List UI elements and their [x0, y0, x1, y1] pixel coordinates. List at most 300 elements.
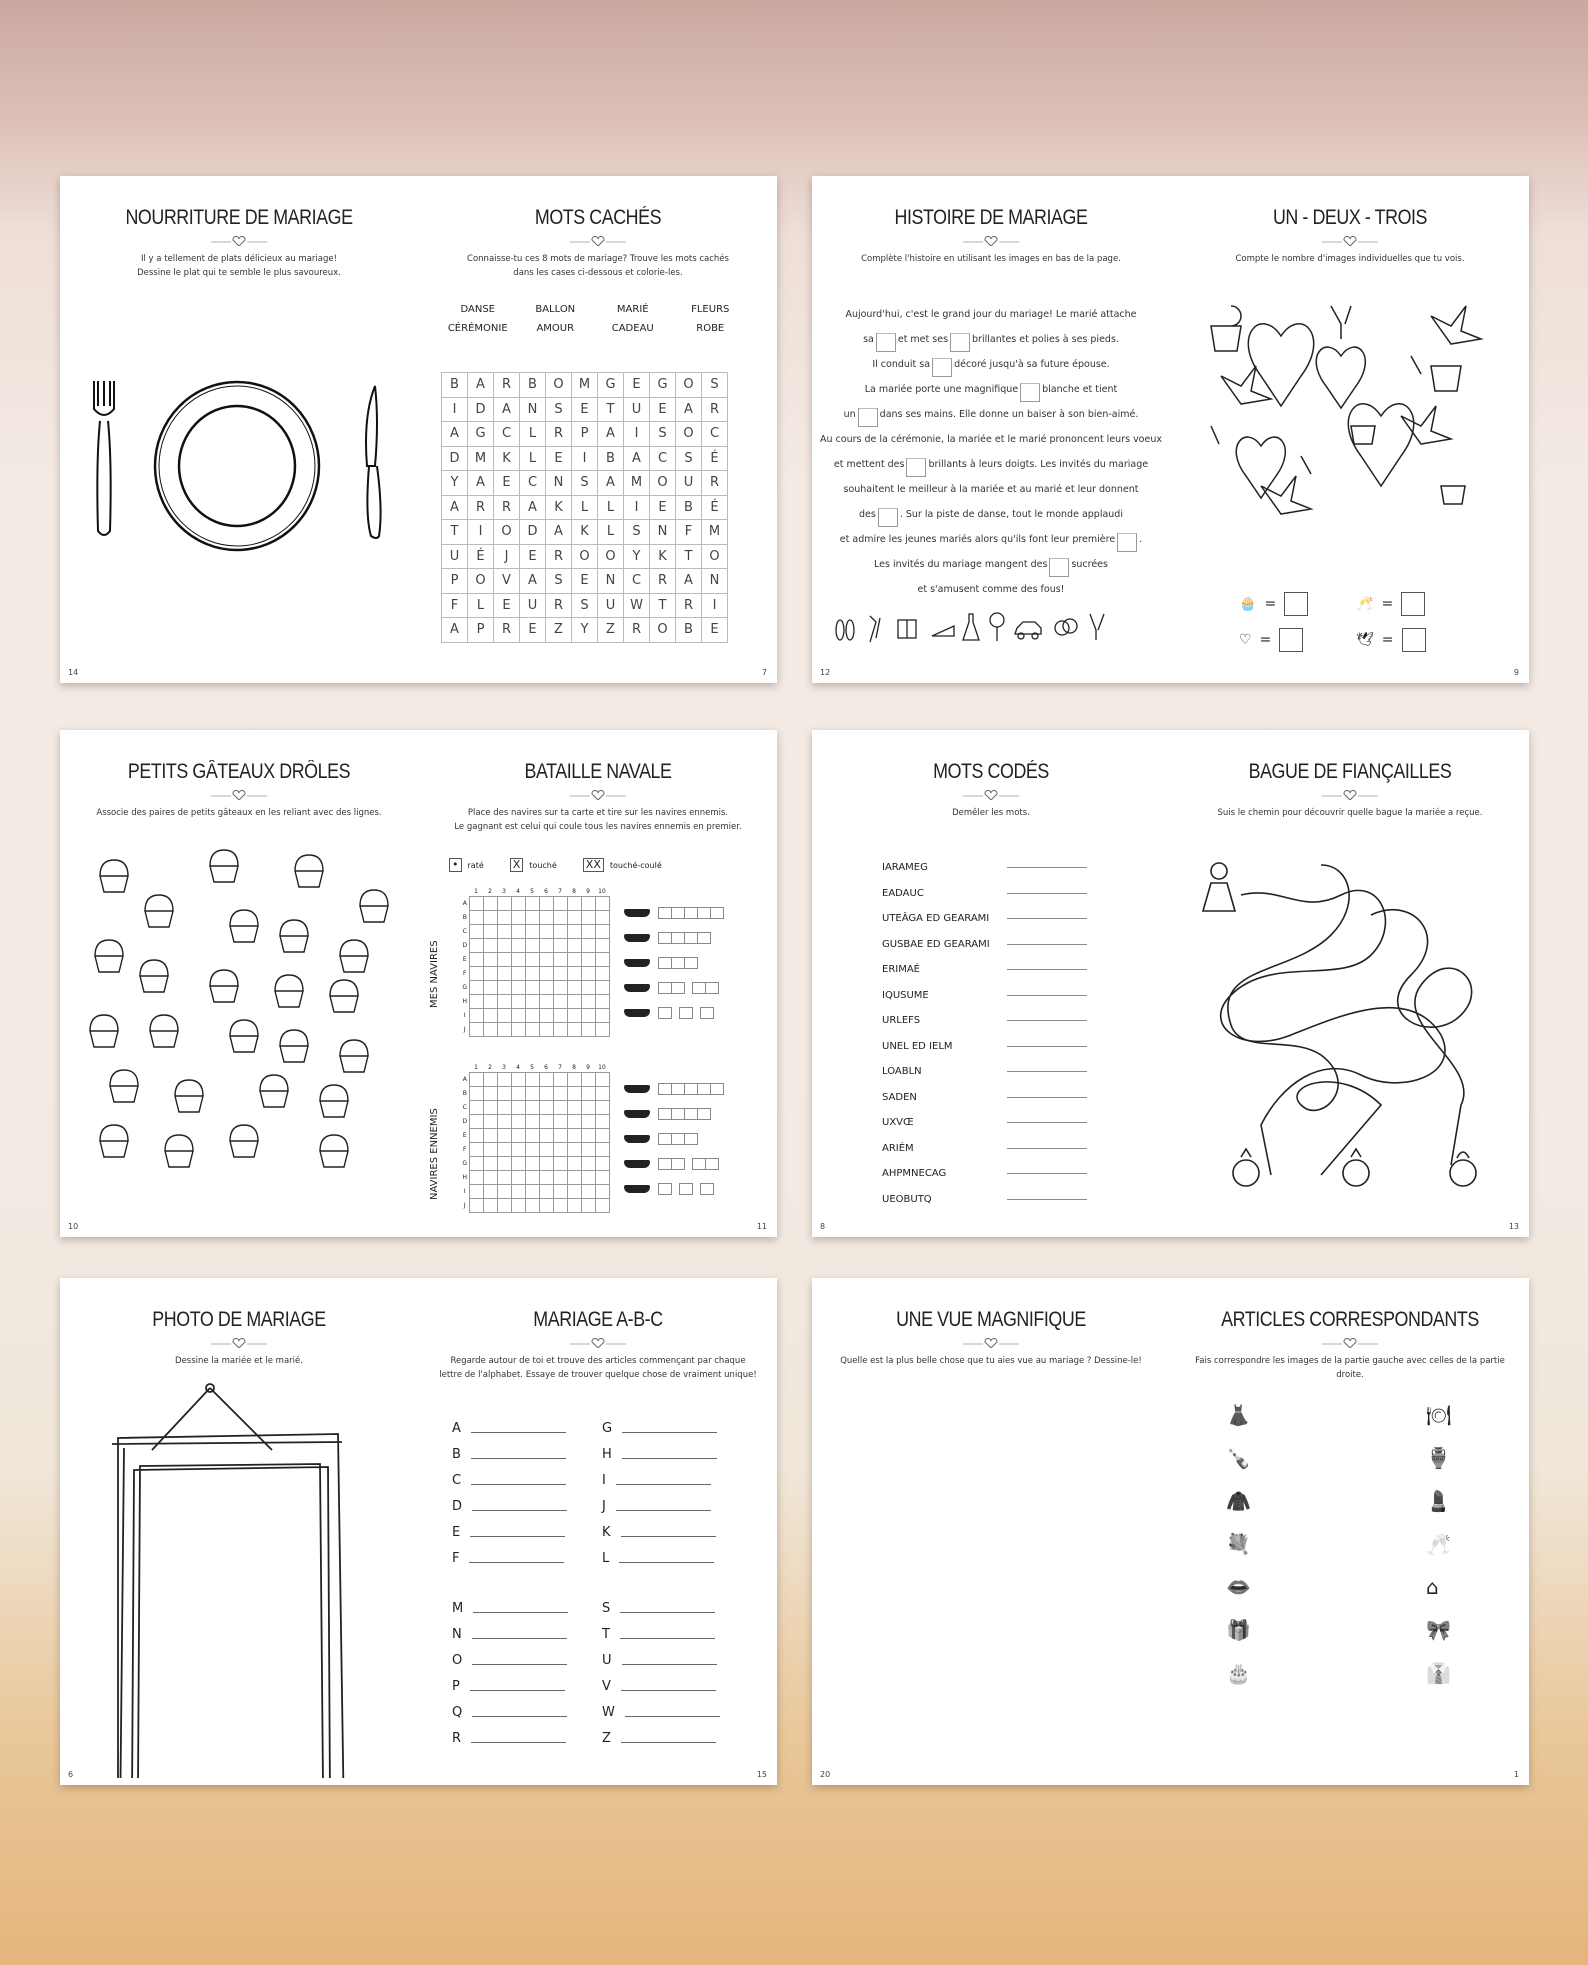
- grid-cell[interactable]: T: [650, 593, 676, 618]
- grid-cell[interactable]: F: [442, 593, 468, 618]
- grid-cell[interactable]: L: [598, 520, 624, 545]
- grid-cell[interactable]: [595, 966, 609, 980]
- grid-cell[interactable]: B: [676, 495, 702, 520]
- ship-cell[interactable]: [710, 907, 724, 919]
- ship-cell[interactable]: [705, 1158, 719, 1170]
- grid-cell[interactable]: A: [520, 495, 546, 520]
- grid-cell[interactable]: [581, 1142, 595, 1156]
- grid-cell[interactable]: [567, 1008, 581, 1022]
- grid-cell[interactable]: P: [468, 618, 494, 643]
- blank-box[interactable]: [950, 333, 970, 352]
- grid-cell[interactable]: [539, 1072, 553, 1086]
- answer-line[interactable]: [1007, 1122, 1087, 1123]
- ship-cell[interactable]: [684, 1133, 698, 1145]
- grid-cell[interactable]: O: [650, 618, 676, 643]
- ship-cell[interactable]: [710, 1083, 724, 1095]
- grid-cell[interactable]: [525, 994, 539, 1008]
- grid-cell[interactable]: [497, 910, 511, 924]
- grid-cell[interactable]: [483, 980, 497, 994]
- grid-cell[interactable]: R: [624, 618, 650, 643]
- grid-cell[interactable]: J: [494, 544, 520, 569]
- grid-cell[interactable]: É: [468, 544, 494, 569]
- grid-cell[interactable]: [497, 1114, 511, 1128]
- count-answer-box[interactable]: [1402, 628, 1426, 652]
- grid-cell[interactable]: [469, 1114, 483, 1128]
- ship-cell[interactable]: [658, 1083, 672, 1095]
- ship-cell[interactable]: [692, 982, 706, 994]
- grid-cell[interactable]: [553, 896, 567, 910]
- ship-cell[interactable]: [679, 1183, 693, 1195]
- grid-cell[interactable]: [595, 1072, 609, 1086]
- grid-cell[interactable]: [525, 1198, 539, 1212]
- grid-cell[interactable]: V: [494, 569, 520, 594]
- bouquet-icon[interactable]: 💐: [1226, 1532, 1251, 1556]
- grid-cell[interactable]: [483, 1198, 497, 1212]
- answer-line[interactable]: [472, 1664, 567, 1665]
- grid-cell[interactable]: [595, 1008, 609, 1022]
- grid-cell[interactable]: R: [494, 373, 520, 398]
- grid-cell[interactable]: [497, 1128, 511, 1142]
- ship-cell[interactable]: [671, 1108, 685, 1120]
- grid-cell[interactable]: N: [650, 520, 676, 545]
- answer-line[interactable]: [1007, 1020, 1087, 1021]
- grid-cell[interactable]: [525, 1100, 539, 1114]
- grid-cell[interactable]: E: [702, 618, 728, 643]
- grid-cell[interactable]: [595, 980, 609, 994]
- ship-cell[interactable]: [684, 957, 698, 969]
- answer-line[interactable]: [616, 1510, 711, 1511]
- grid-cell[interactable]: [581, 1170, 595, 1184]
- grid-cell[interactable]: B: [520, 373, 546, 398]
- grid-cell[interactable]: E: [624, 373, 650, 398]
- grid-cell[interactable]: [553, 910, 567, 924]
- grid-cell[interactable]: A: [520, 569, 546, 594]
- grid-cell[interactable]: [483, 1170, 497, 1184]
- grid-cell[interactable]: [469, 1086, 483, 1100]
- ship-cell[interactable]: [658, 1007, 672, 1019]
- grid-cell[interactable]: T: [598, 397, 624, 422]
- grid-cell[interactable]: [483, 896, 497, 910]
- grid-cell[interactable]: [567, 1128, 581, 1142]
- ship-cell[interactable]: [671, 1133, 685, 1145]
- grid-cell[interactable]: [511, 1142, 525, 1156]
- grid-cell[interactable]: [525, 1142, 539, 1156]
- grid-cell[interactable]: [483, 1100, 497, 1114]
- grid-cell[interactable]: [595, 1100, 609, 1114]
- answer-line[interactable]: [625, 1716, 720, 1717]
- grid-cell[interactable]: [595, 1114, 609, 1128]
- grid-cell[interactable]: R: [546, 544, 572, 569]
- blank-box[interactable]: [1117, 533, 1137, 552]
- grid-cell[interactable]: [539, 1142, 553, 1156]
- grid-cell[interactable]: L: [572, 495, 598, 520]
- answer-line[interactable]: [470, 1690, 565, 1691]
- grid-cell[interactable]: [469, 938, 483, 952]
- grid-cell[interactable]: [567, 1100, 581, 1114]
- grid-cell[interactable]: [525, 896, 539, 910]
- grid-cell[interactable]: [581, 1008, 595, 1022]
- answer-line[interactable]: [1007, 1046, 1087, 1047]
- grid-cell[interactable]: [553, 980, 567, 994]
- ship-cell[interactable]: [684, 1083, 698, 1095]
- answer-line[interactable]: [1007, 1071, 1087, 1072]
- grid-cell[interactable]: G: [650, 373, 676, 398]
- grid-cell[interactable]: [497, 1142, 511, 1156]
- grid-cell[interactable]: [553, 1008, 567, 1022]
- grid-cell[interactable]: U: [624, 397, 650, 422]
- my-ships-grid[interactable]: [461, 887, 610, 1037]
- grid-cell[interactable]: [497, 1022, 511, 1036]
- grid-cell[interactable]: [469, 1008, 483, 1022]
- grid-cell[interactable]: R: [702, 397, 728, 422]
- grid-cell[interactable]: Z: [598, 618, 624, 643]
- grid-cell[interactable]: [539, 924, 553, 938]
- answer-line[interactable]: [622, 1664, 717, 1665]
- ship-cell[interactable]: [671, 1083, 685, 1095]
- grid-cell[interactable]: [595, 1198, 609, 1212]
- answer-line[interactable]: [1007, 918, 1087, 919]
- grid-cell[interactable]: [539, 910, 553, 924]
- grid-cell[interactable]: [567, 1142, 581, 1156]
- grid-cell[interactable]: [581, 980, 595, 994]
- grid-cell[interactable]: A: [676, 569, 702, 594]
- grid-cell[interactable]: [497, 994, 511, 1008]
- grid-cell[interactable]: R: [468, 495, 494, 520]
- grid-cell[interactable]: [539, 1156, 553, 1170]
- grid-cell[interactable]: [511, 924, 525, 938]
- grid-cell[interactable]: [511, 1100, 525, 1114]
- grid-cell[interactable]: [553, 1100, 567, 1114]
- grid-cell[interactable]: [525, 952, 539, 966]
- grid-cell[interactable]: [469, 980, 483, 994]
- grid-cell[interactable]: [483, 952, 497, 966]
- ship-cell[interactable]: [658, 957, 672, 969]
- grid-cell[interactable]: [539, 896, 553, 910]
- grid-cell[interactable]: [511, 1184, 525, 1198]
- grid-cell[interactable]: E: [520, 618, 546, 643]
- grid-cell[interactable]: [539, 1170, 553, 1184]
- grid-cell[interactable]: [567, 924, 581, 938]
- grid-cell[interactable]: [595, 1184, 609, 1198]
- answer-line[interactable]: [1007, 1148, 1087, 1149]
- grid-cell[interactable]: [581, 1128, 595, 1142]
- answer-line[interactable]: [1007, 995, 1087, 996]
- grid-cell[interactable]: B: [676, 618, 702, 643]
- grid-cell[interactable]: R: [650, 569, 676, 594]
- grid-cell[interactable]: [595, 924, 609, 938]
- grid-cell[interactable]: R: [494, 618, 520, 643]
- answer-line[interactable]: [1007, 969, 1087, 970]
- grid-cell[interactable]: O: [702, 544, 728, 569]
- grid-cell[interactable]: [497, 924, 511, 938]
- grid-cell[interactable]: [525, 1008, 539, 1022]
- grid-cell[interactable]: E: [546, 446, 572, 471]
- grid-cell[interactable]: [511, 896, 525, 910]
- ship-cell[interactable]: [671, 1158, 685, 1170]
- grid-cell[interactable]: [525, 1114, 539, 1128]
- answer-line[interactable]: [471, 1742, 566, 1743]
- grid-cell[interactable]: [497, 1184, 511, 1198]
- grid-cell[interactable]: [539, 1100, 553, 1114]
- grid-cell[interactable]: [469, 1072, 483, 1086]
- grid-cell[interactable]: [567, 1086, 581, 1100]
- ship-cell[interactable]: [684, 932, 698, 944]
- grid-cell[interactable]: [553, 1128, 567, 1142]
- grid-cell[interactable]: [525, 924, 539, 938]
- grid-cell[interactable]: [497, 1156, 511, 1170]
- grid-cell[interactable]: [553, 1142, 567, 1156]
- grid-cell[interactable]: [581, 1100, 595, 1114]
- grid-cell[interactable]: E: [572, 397, 598, 422]
- grid-cell[interactable]: [483, 994, 497, 1008]
- grid-cell[interactable]: U: [520, 593, 546, 618]
- grid-cell[interactable]: [511, 1198, 525, 1212]
- glasses-icon[interactable]: 🥂: [1426, 1532, 1451, 1556]
- grid-cell[interactable]: R: [546, 422, 572, 447]
- answer-line[interactable]: [1007, 944, 1087, 945]
- ship-cell[interactable]: [658, 982, 672, 994]
- grid-cell[interactable]: N: [702, 569, 728, 594]
- ship-cell[interactable]: [658, 907, 672, 919]
- grid-cell[interactable]: O: [572, 544, 598, 569]
- grid-cell[interactable]: A: [468, 471, 494, 496]
- grid-cell[interactable]: C: [650, 446, 676, 471]
- vase-icon[interactable]: 🏺: [1426, 1446, 1451, 1470]
- ship-cell[interactable]: [671, 957, 685, 969]
- grid-cell[interactable]: G: [598, 373, 624, 398]
- ship-cell[interactable]: [679, 1007, 693, 1019]
- grid-cell[interactable]: [511, 994, 525, 1008]
- grid-cell[interactable]: [497, 1100, 511, 1114]
- grid-cell[interactable]: [553, 994, 567, 1008]
- grid-cell[interactable]: [525, 966, 539, 980]
- grid-cell[interactable]: A: [494, 397, 520, 422]
- grid-cell[interactable]: S: [546, 397, 572, 422]
- grid-cell[interactable]: A: [676, 397, 702, 422]
- grid-cell[interactable]: U: [442, 544, 468, 569]
- grid-cell[interactable]: Y: [572, 618, 598, 643]
- grid-cell[interactable]: I: [442, 397, 468, 422]
- grid-cell[interactable]: I: [702, 593, 728, 618]
- grid-cell[interactable]: [511, 1156, 525, 1170]
- grid-cell[interactable]: C: [702, 422, 728, 447]
- grid-cell[interactable]: N: [598, 569, 624, 594]
- grid-cell[interactable]: [511, 1022, 525, 1036]
- grid-cell[interactable]: O: [468, 569, 494, 594]
- grid-cell[interactable]: [581, 1072, 595, 1086]
- ship-cell[interactable]: [697, 1108, 711, 1120]
- grid-cell[interactable]: L: [520, 422, 546, 447]
- grid-cell[interactable]: [539, 966, 553, 980]
- grid-cell[interactable]: [567, 1184, 581, 1198]
- grid-cell[interactable]: [567, 952, 581, 966]
- grid-cell[interactable]: U: [676, 471, 702, 496]
- grid-cell[interactable]: [553, 938, 567, 952]
- grid-cell[interactable]: [539, 938, 553, 952]
- grid-cell[interactable]: [497, 980, 511, 994]
- grid-cell[interactable]: M: [572, 373, 598, 398]
- grid-cell[interactable]: [553, 966, 567, 980]
- grid-cell[interactable]: S: [572, 471, 598, 496]
- grid-cell[interactable]: [567, 1198, 581, 1212]
- grid-cell[interactable]: D: [468, 397, 494, 422]
- grid-cell[interactable]: O: [676, 373, 702, 398]
- grid-cell[interactable]: [469, 1156, 483, 1170]
- grid-cell[interactable]: [567, 994, 581, 1008]
- grid-cell[interactable]: [511, 980, 525, 994]
- grid-cell[interactable]: [581, 938, 595, 952]
- grid-cell[interactable]: [483, 1086, 497, 1100]
- grid-cell[interactable]: [595, 1170, 609, 1184]
- grid-cell[interactable]: [553, 924, 567, 938]
- answer-line[interactable]: [621, 1690, 716, 1691]
- grid-cell[interactable]: [469, 1198, 483, 1212]
- grid-cell[interactable]: N: [546, 471, 572, 496]
- answer-line[interactable]: [1007, 1199, 1087, 1200]
- answer-line[interactable]: [469, 1562, 564, 1563]
- answer-line[interactable]: [616, 1484, 711, 1485]
- grid-cell[interactable]: [525, 1156, 539, 1170]
- grid-cell[interactable]: [525, 1184, 539, 1198]
- grid-cell[interactable]: T: [676, 544, 702, 569]
- grid-cell[interactable]: A: [442, 618, 468, 643]
- grid-cell[interactable]: É: [702, 495, 728, 520]
- grid-cell[interactable]: [483, 938, 497, 952]
- grid-cell[interactable]: K: [572, 520, 598, 545]
- grid-cell[interactable]: [595, 910, 609, 924]
- grid-cell[interactable]: S: [702, 373, 728, 398]
- grid-cell[interactable]: [525, 1086, 539, 1100]
- grid-cell[interactable]: [483, 1114, 497, 1128]
- grid-cell[interactable]: [581, 994, 595, 1008]
- grid-cell[interactable]: L: [598, 495, 624, 520]
- grid-cell[interactable]: [553, 1086, 567, 1100]
- grid-cell[interactable]: [511, 938, 525, 952]
- grid-cell[interactable]: [497, 1008, 511, 1022]
- grid-cell[interactable]: [469, 966, 483, 980]
- grid-cell[interactable]: [469, 1100, 483, 1114]
- grid-cell[interactable]: [595, 938, 609, 952]
- grid-cell[interactable]: [539, 1114, 553, 1128]
- blank-box[interactable]: [858, 408, 878, 427]
- answer-line[interactable]: [621, 1742, 716, 1743]
- ship-cell[interactable]: [684, 1108, 698, 1120]
- grid-cell[interactable]: [497, 896, 511, 910]
- grid-cell[interactable]: C: [624, 569, 650, 594]
- dress-icon[interactable]: 👗: [1226, 1403, 1251, 1427]
- grid-cell[interactable]: E: [650, 495, 676, 520]
- ship-cell[interactable]: [671, 932, 685, 944]
- grid-cell[interactable]: [581, 1184, 595, 1198]
- jacket-icon[interactable]: 🧥: [1226, 1489, 1251, 1513]
- grid-cell[interactable]: [567, 910, 581, 924]
- grid-cell[interactable]: [553, 1156, 567, 1170]
- grid-cell[interactable]: [469, 1184, 483, 1198]
- grid-cell[interactable]: [553, 1022, 567, 1036]
- grid-cell[interactable]: K: [546, 495, 572, 520]
- grid-cell[interactable]: [539, 1022, 553, 1036]
- grid-cell[interactable]: E: [650, 397, 676, 422]
- answer-line[interactable]: [472, 1716, 567, 1717]
- grid-cell[interactable]: [469, 1142, 483, 1156]
- grid-cell[interactable]: [525, 980, 539, 994]
- grid-cell[interactable]: P: [572, 422, 598, 447]
- grid-cell[interactable]: G: [468, 422, 494, 447]
- grid-cell[interactable]: [553, 1170, 567, 1184]
- grid-cell[interactable]: [539, 980, 553, 994]
- grid-cell[interactable]: O: [598, 544, 624, 569]
- answer-line[interactable]: [620, 1638, 715, 1639]
- ship-cell[interactable]: [697, 1083, 711, 1095]
- ship-cell[interactable]: [692, 1158, 706, 1170]
- answer-line[interactable]: [471, 1484, 566, 1485]
- grid-cell[interactable]: I: [624, 422, 650, 447]
- count-answer-box[interactable]: [1279, 628, 1303, 652]
- grid-cell[interactable]: [595, 1128, 609, 1142]
- grid-cell[interactable]: [567, 938, 581, 952]
- ship-cell[interactable]: [705, 982, 719, 994]
- wedding-cake-icon[interactable]: 🎂: [1226, 1661, 1251, 1685]
- grid-cell[interactable]: L: [468, 593, 494, 618]
- grid-cell[interactable]: [581, 1114, 595, 1128]
- grid-cell[interactable]: C: [494, 422, 520, 447]
- grid-cell[interactable]: [469, 896, 483, 910]
- grid-cell[interactable]: [511, 910, 525, 924]
- grid-cell[interactable]: A: [598, 471, 624, 496]
- grid-cell[interactable]: A: [468, 373, 494, 398]
- grid-cell[interactable]: [483, 1142, 497, 1156]
- grid-cell[interactable]: O: [676, 422, 702, 447]
- answer-line[interactable]: [470, 1536, 565, 1537]
- blank-box[interactable]: [1020, 383, 1040, 402]
- answer-line[interactable]: [471, 1432, 566, 1433]
- grid-cell[interactable]: R: [546, 593, 572, 618]
- ship-cell[interactable]: [658, 932, 672, 944]
- grid-cell[interactable]: [595, 952, 609, 966]
- tie-icon[interactable]: 👔: [1426, 1661, 1451, 1685]
- grid-cell[interactable]: W: [624, 593, 650, 618]
- grid-cell[interactable]: [539, 952, 553, 966]
- blank-box[interactable]: [878, 508, 898, 527]
- grid-cell[interactable]: S: [676, 446, 702, 471]
- grid-cell[interactable]: [525, 1022, 539, 1036]
- ship-cell[interactable]: [671, 982, 685, 994]
- grid-cell[interactable]: [595, 1022, 609, 1036]
- grid-cell[interactable]: [469, 952, 483, 966]
- grid-cell[interactable]: [581, 896, 595, 910]
- grid-cell[interactable]: [595, 896, 609, 910]
- grid-cell[interactable]: [539, 1128, 553, 1142]
- grid-cell[interactable]: [483, 1022, 497, 1036]
- grid-cell[interactable]: M: [624, 471, 650, 496]
- grid-cell[interactable]: [539, 1198, 553, 1212]
- grid-cell[interactable]: [525, 1072, 539, 1086]
- grid-cell[interactable]: [483, 924, 497, 938]
- lipstick-icon[interactable]: 💄: [1426, 1489, 1451, 1513]
- champagne-bottle-icon[interactable]: 🍾: [1226, 1446, 1251, 1470]
- grid-cell[interactable]: [553, 1184, 567, 1198]
- grid-cell[interactable]: O: [494, 520, 520, 545]
- grid-cell[interactable]: [483, 910, 497, 924]
- grid-cell[interactable]: [511, 1072, 525, 1086]
- grid-cell[interactable]: A: [442, 495, 468, 520]
- grid-cell[interactable]: [553, 1114, 567, 1128]
- grid-cell[interactable]: [539, 1008, 553, 1022]
- grid-cell[interactable]: D: [520, 520, 546, 545]
- ship-cell[interactable]: [684, 907, 698, 919]
- answer-line[interactable]: [619, 1562, 714, 1563]
- grid-cell[interactable]: A: [624, 446, 650, 471]
